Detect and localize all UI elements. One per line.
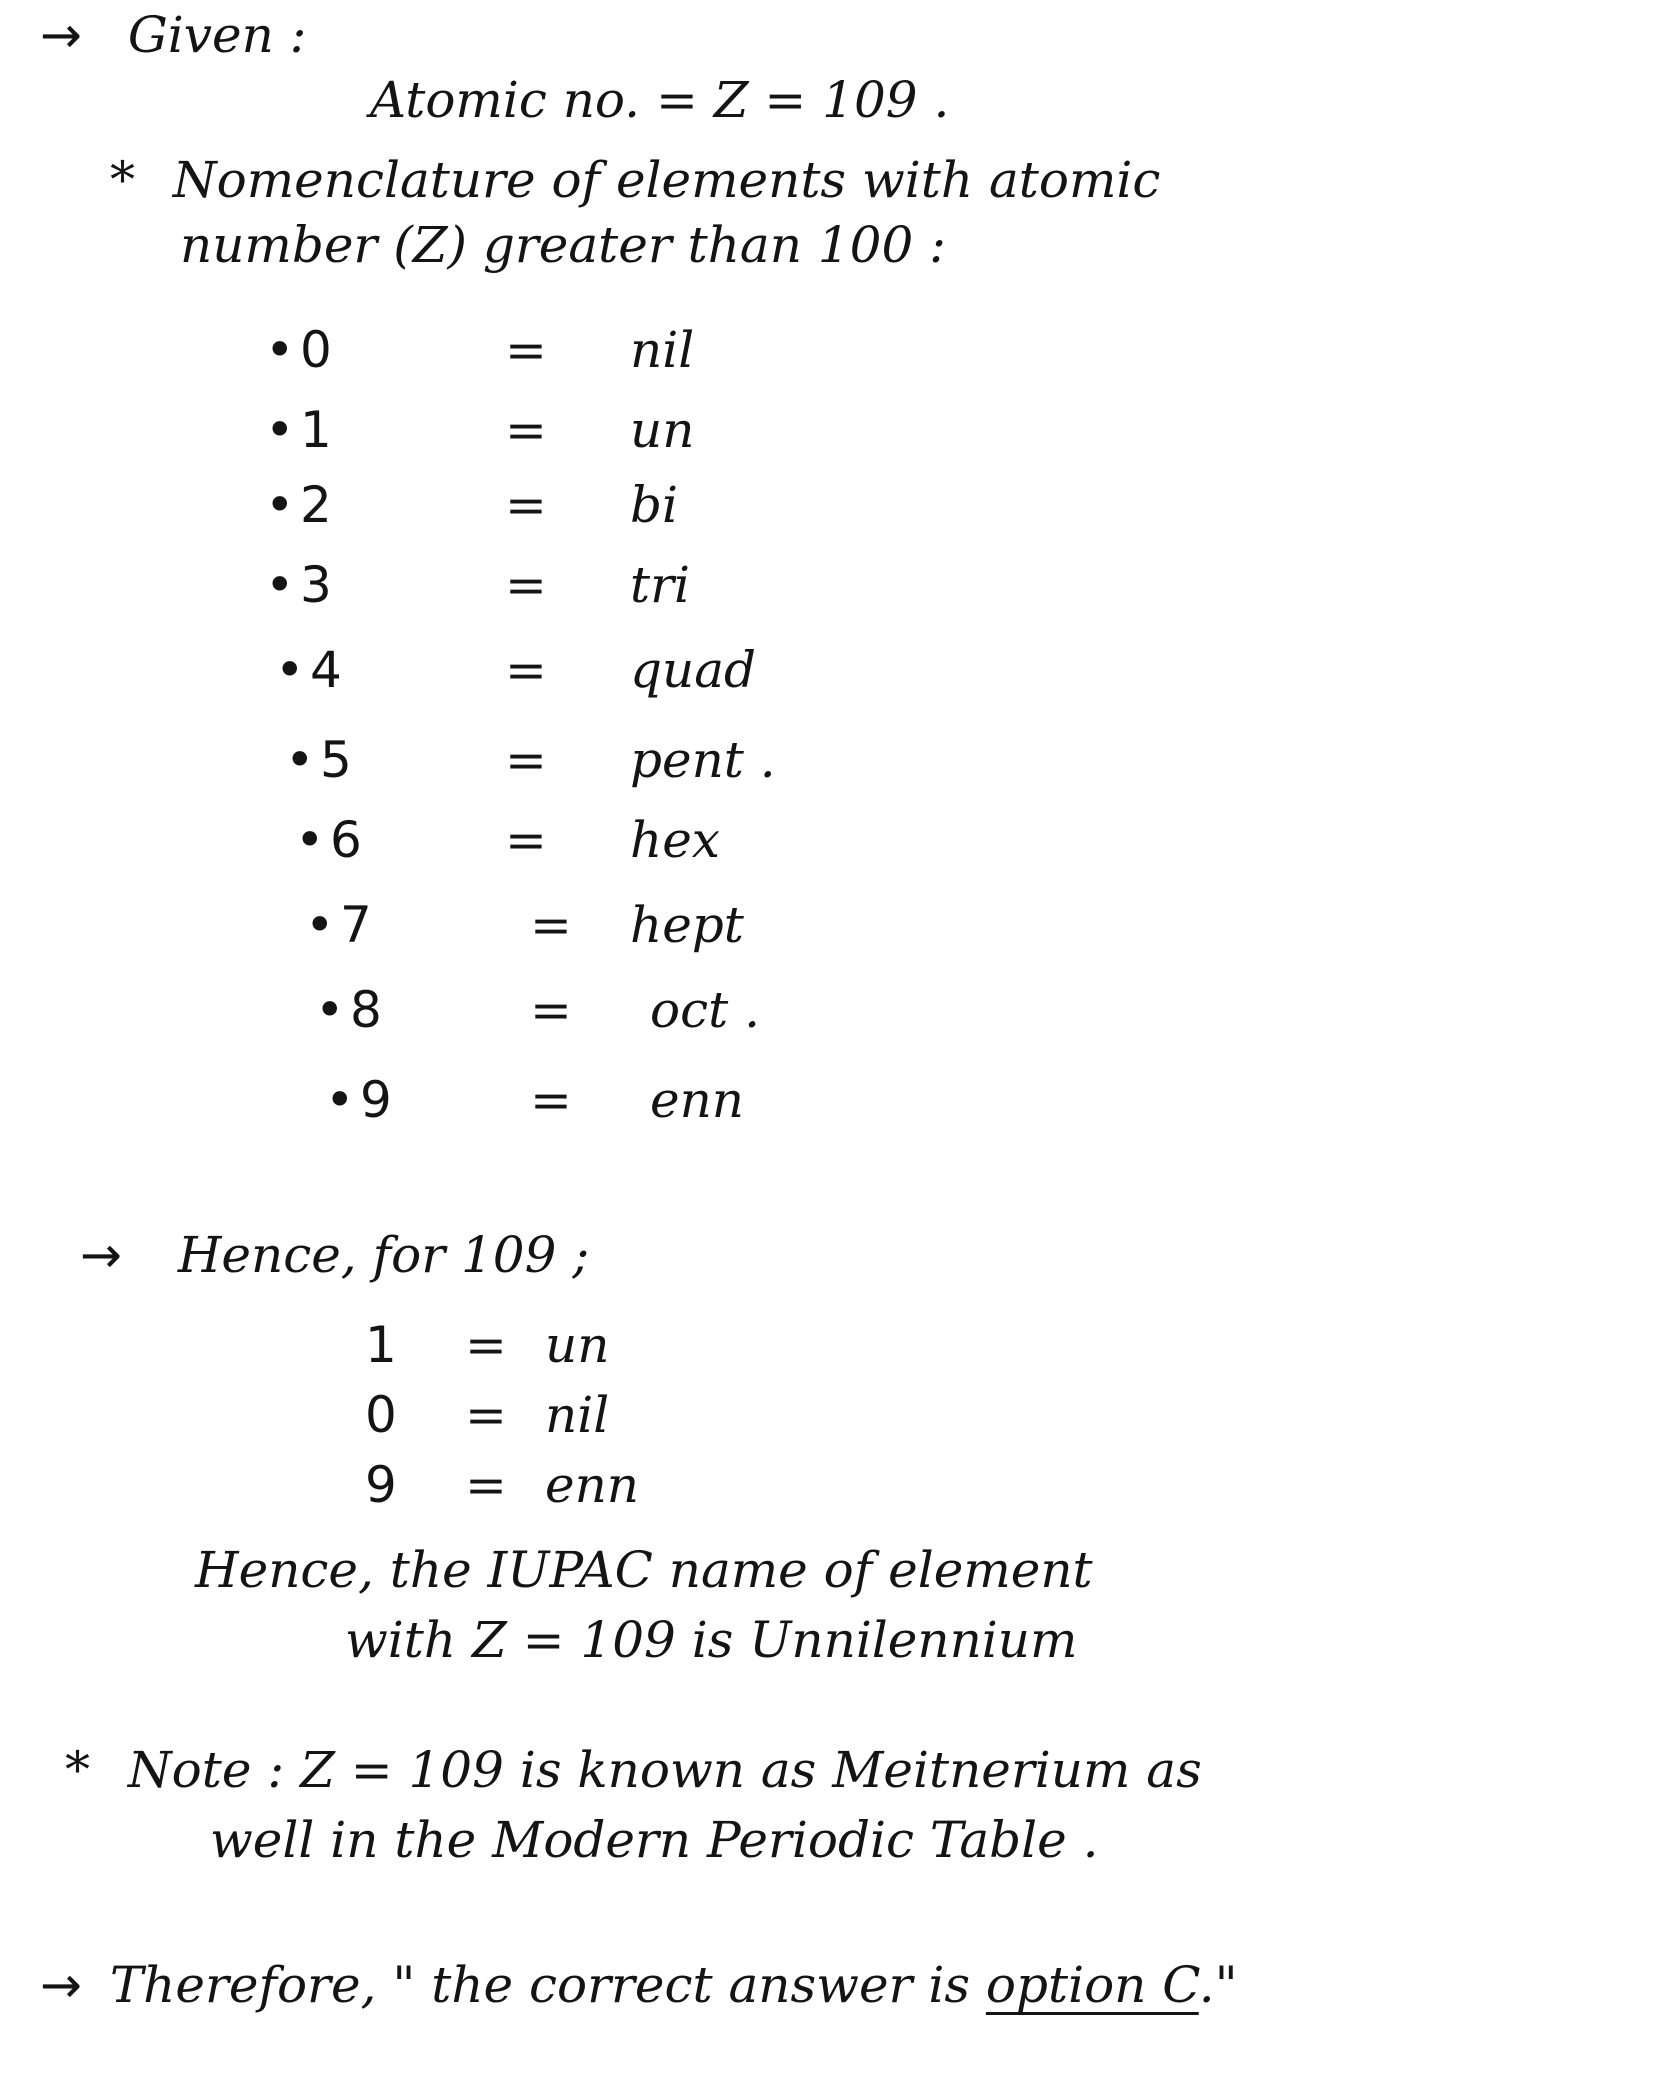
bullet-icon: • [275,641,305,699]
digit-name: hept [630,896,744,954]
digit-name: bi [630,476,678,534]
arrow-right-icon: → [40,1956,82,2014]
note-line-1 [65,1741,1202,1799]
hence-for-text: Hence, for 109 ; [177,1226,590,1284]
arrow-right-icon: → [40,6,82,64]
breakdown-digit: 0 [365,1386,397,1444]
bullet-icon: • [265,476,295,534]
answer-option: option C [985,1956,1199,2014]
breakdown-digit: 9 [365,1456,397,1514]
digit-value: 9 [360,1071,392,1129]
digit-value: 6 [330,811,362,869]
equals-sign: = [505,476,547,534]
bullet-icon: • [265,321,295,379]
equals-sign: = [465,1386,507,1444]
note-text-1: Note : Z = 109 is known as Meitnerium as [127,1741,1202,1799]
given-label: Given : [127,6,307,64]
bullet-icon: • [295,811,325,869]
hence-for-line [80,1226,590,1284]
note-line-2: well in the Modern Periodic Table . [210,1811,1099,1869]
digit-name: oct . [650,981,760,1039]
conclusion-line [40,1956,1238,2014]
digit-name: enn [650,1071,744,1129]
nomenclature-line-1 [110,151,1161,209]
equals-sign: = [465,1456,507,1514]
digit-value: 3 [300,556,332,614]
equals-sign: = [530,981,572,1039]
equals-sign: = [505,321,547,379]
bullet-icon: • [285,731,315,789]
breakdown-name: enn [545,1456,639,1514]
breakdown-name: nil [545,1386,610,1444]
equals-sign: = [505,556,547,614]
equals-sign: = [505,811,547,869]
digit-value: 8 [350,981,382,1039]
digit-value: 4 [310,641,342,699]
digit-name: quad [630,641,757,699]
equals-sign: = [505,401,547,459]
equals-sign: = [505,641,547,699]
digit-value: 0 [300,321,332,379]
nomenclature-line-2: number (Z) greater than 100 : [180,216,947,274]
bullet-icon: • [325,1071,355,1129]
asterisk-icon: * [65,1741,90,1799]
nomenclature-text-1: Nomenclature of elements with atomic [172,151,1161,209]
digit-name: nil [630,321,695,379]
bullet-icon: • [305,896,335,954]
equals-sign: = [505,731,547,789]
digit-name: un [630,401,695,459]
digit-value: 1 [300,401,332,459]
breakdown-digit: 1 [365,1316,397,1374]
bullet-icon: • [315,981,345,1039]
digit-name: pent . [630,731,776,789]
conclusion-text: Therefore, " the correct answer is [109,1956,986,2014]
iupac-line-2: with Z = 109 is Unnilennium [345,1611,1078,1669]
bullet-icon: • [265,556,295,614]
digit-name: hex [630,811,720,869]
atomic-number-line: Atomic no. = Z = 109 . [370,71,950,129]
breakdown-name: un [545,1316,610,1374]
bullet-icon: • [265,401,295,459]
iupac-line-1: Hence, the IUPAC name of element [195,1541,1093,1599]
digit-value: 2 [300,476,332,534]
given-heading [40,6,307,64]
equals-sign: = [465,1316,507,1374]
digit-value: 5 [320,731,352,789]
digit-value: 7 [340,896,372,954]
conclusion-end: ." [1198,1956,1238,2014]
digit-name: tri [630,556,690,614]
asterisk-icon: * [110,151,135,209]
arrow-right-icon: → [80,1226,122,1284]
equals-sign: = [530,1071,572,1129]
equals-sign: = [530,896,572,954]
